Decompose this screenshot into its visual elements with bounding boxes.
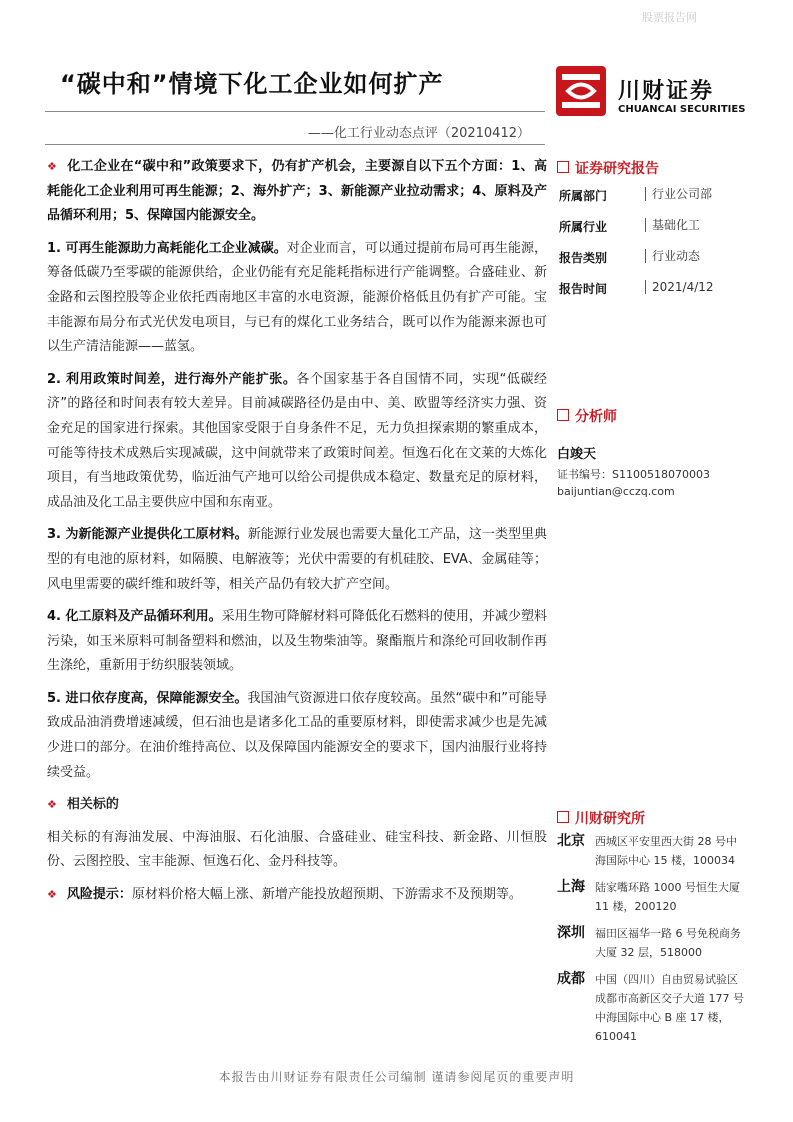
subtitle-rule	[45, 144, 545, 145]
page-subtitle: ——化工行业动态点评（20210412）	[307, 126, 530, 141]
analyst-card	[557, 443, 757, 500]
diamond-bullet-icon: ❖	[47, 160, 58, 173]
logo-mark-icon	[556, 66, 606, 116]
logo-text-cn: 川财证券	[618, 79, 715, 104]
page-title: “碳中和”情境下化工企业如何扩产	[60, 70, 444, 98]
analyst-heading: 分析师	[557, 406, 757, 426]
watermark: 股票报告网	[642, 11, 697, 24]
section-square-icon	[557, 409, 569, 421]
point-3: 3. 为新能源产业提供化工原材料。新能源行业发展也需要大量化工产品，这一类型里典型的有电池的原材料，如隔膜、电解液等；光伏中需要的有机硅胶、EVA、金属硅等；风电里需要的碳纤维和玻纤等，相关产品仍有较大扩产空间。	[47, 527, 547, 592]
point-2: 2. 利用政策时间差，进行海外产能扩张。各个国家基于各自国情不同，实现“低碳经济”的路径和时间表有较大差异。目前减碳路径仍是由中、美、欧盟等经济实力强、资金充足的国家进行探索。其他国家受限于自身条件不足，无力负担探索期的繁重成本，可能等待技术成熟后实现减碳，这中间就带来了政策时间差。恒逸石化在文莱的大炼化项目，有当地政策优势，临近油气产地可以给公司提供成本稳定、数量充足的原材料，成品油及化工品主要供应中国和东南亚。	[47, 371, 547, 510]
info-row-category: 报告类别 行业动态	[559, 249, 701, 265]
related-heading: ❖ 相关标的	[47, 797, 119, 813]
related-text: 相关标的有海油发展、中海油服、石化油服、合盛硅业、硅宝科技、新金路、川恒股份、云图控股、宝丰能源、恒逸石化、金丹科技等。	[47, 829, 547, 870]
info-row-industry: 所属行业 基础化工	[559, 218, 701, 234]
report-heading: 证券研究报告	[557, 158, 757, 178]
company-logo	[556, 66, 756, 122]
diamond-bullet-icon: ❖	[47, 798, 57, 812]
diamond-bullet-icon: ❖	[47, 888, 57, 902]
office-list	[557, 832, 747, 1046]
page-footer: 本报告由川财证券有限责任公司编制 谨请参阅尾页的重要声明	[218, 1070, 575, 1084]
analyst-email[interactable]: baijuntian@cczq.com	[557, 485, 675, 498]
title-rule	[45, 111, 545, 112]
logo-text-en: CHUANCAI SECURITIES	[618, 104, 746, 115]
analyst-cert: 证书编号：S1100518070003	[557, 468, 710, 481]
risk-paragraph: ❖ 风险提示：原材料价格大幅上涨、新增产能投放超预期、下游需求不及预期等。	[47, 887, 522, 903]
main-content	[47, 155, 547, 916]
point-1: 1. 可再生能源助力高耗能化工企业减碳。对企业而言，可以通过提前布局可再生能源，筹备低碳乃至零碳的能源供给，企业仍能有充足能耗指标进行产能调整。合盛硅业、新金路和云图控股等企业依托西南地区丰富的水电资源，能源价格低且仍有扩产可能。宝丰能源布局分布式光伏发电项目，与已有的煤化工业务结合，既可以作为能源来源也可以生产清洁能源——蓝氢。	[47, 240, 547, 355]
office-chengdu: 成都 中国（四川）自由贸易试验区成都市高新区交子大道 177 号中海国际中心 B 座 17 楼，610041	[557, 971, 744, 1043]
point-4: 4. 化工原料及产品循环利用。采用生物可降解材料可降低化石燃料的使用，并减少塑料污染，如玉米原料可制备塑料和燃油，以及生物柴油等。聚酯瓶片和涤纶可回收制作再生涤纶，重新用于纺织服装领域。	[47, 609, 547, 674]
point-5: 5. 进口依存度高，保障能源安全。我国油气资源进口依存度较高。虽然“碳中和”可能导致成品油消费增速减缓，但石油也是诸多化工品的重要原材料，即使需求减少也是先减少进口的部分。在油价维持高位、以及保障国内能源安全的要求下，国内油服行业将持续受益。	[47, 690, 547, 780]
office-shenzhen: 深圳 福田区福华一路 6 号免税商务大厦 32 层，518000	[557, 925, 741, 959]
section-square-icon	[557, 811, 569, 823]
office-shanghai: 上海 陆家嘴环路 1000 号恒生大厦 11 楼，200120	[557, 879, 740, 913]
analyst-name: 白竣天	[557, 447, 597, 462]
info-row-date: 报告时间 2021/4/12	[559, 280, 714, 296]
info-row-department: 所属部门 行业公司部	[559, 187, 713, 203]
report-info	[557, 187, 757, 311]
institute-heading: 川财研究所	[557, 808, 757, 828]
section-square-icon	[557, 161, 569, 173]
summary-paragraph: ❖ 化工企业在“碳中和”政策要求下，仍有扩产机会，主要源自以下五个方面：1、高耗能化工企业利用可再生能源；2、海外扩产；3、新能源产业拉动需求；4、原料及产品循环利用；5、保障国内能源安全。	[47, 159, 547, 224]
office-beijing: 北京 西城区平安里西大街 28 号中海国际中心 15 楼，100034	[557, 833, 737, 867]
